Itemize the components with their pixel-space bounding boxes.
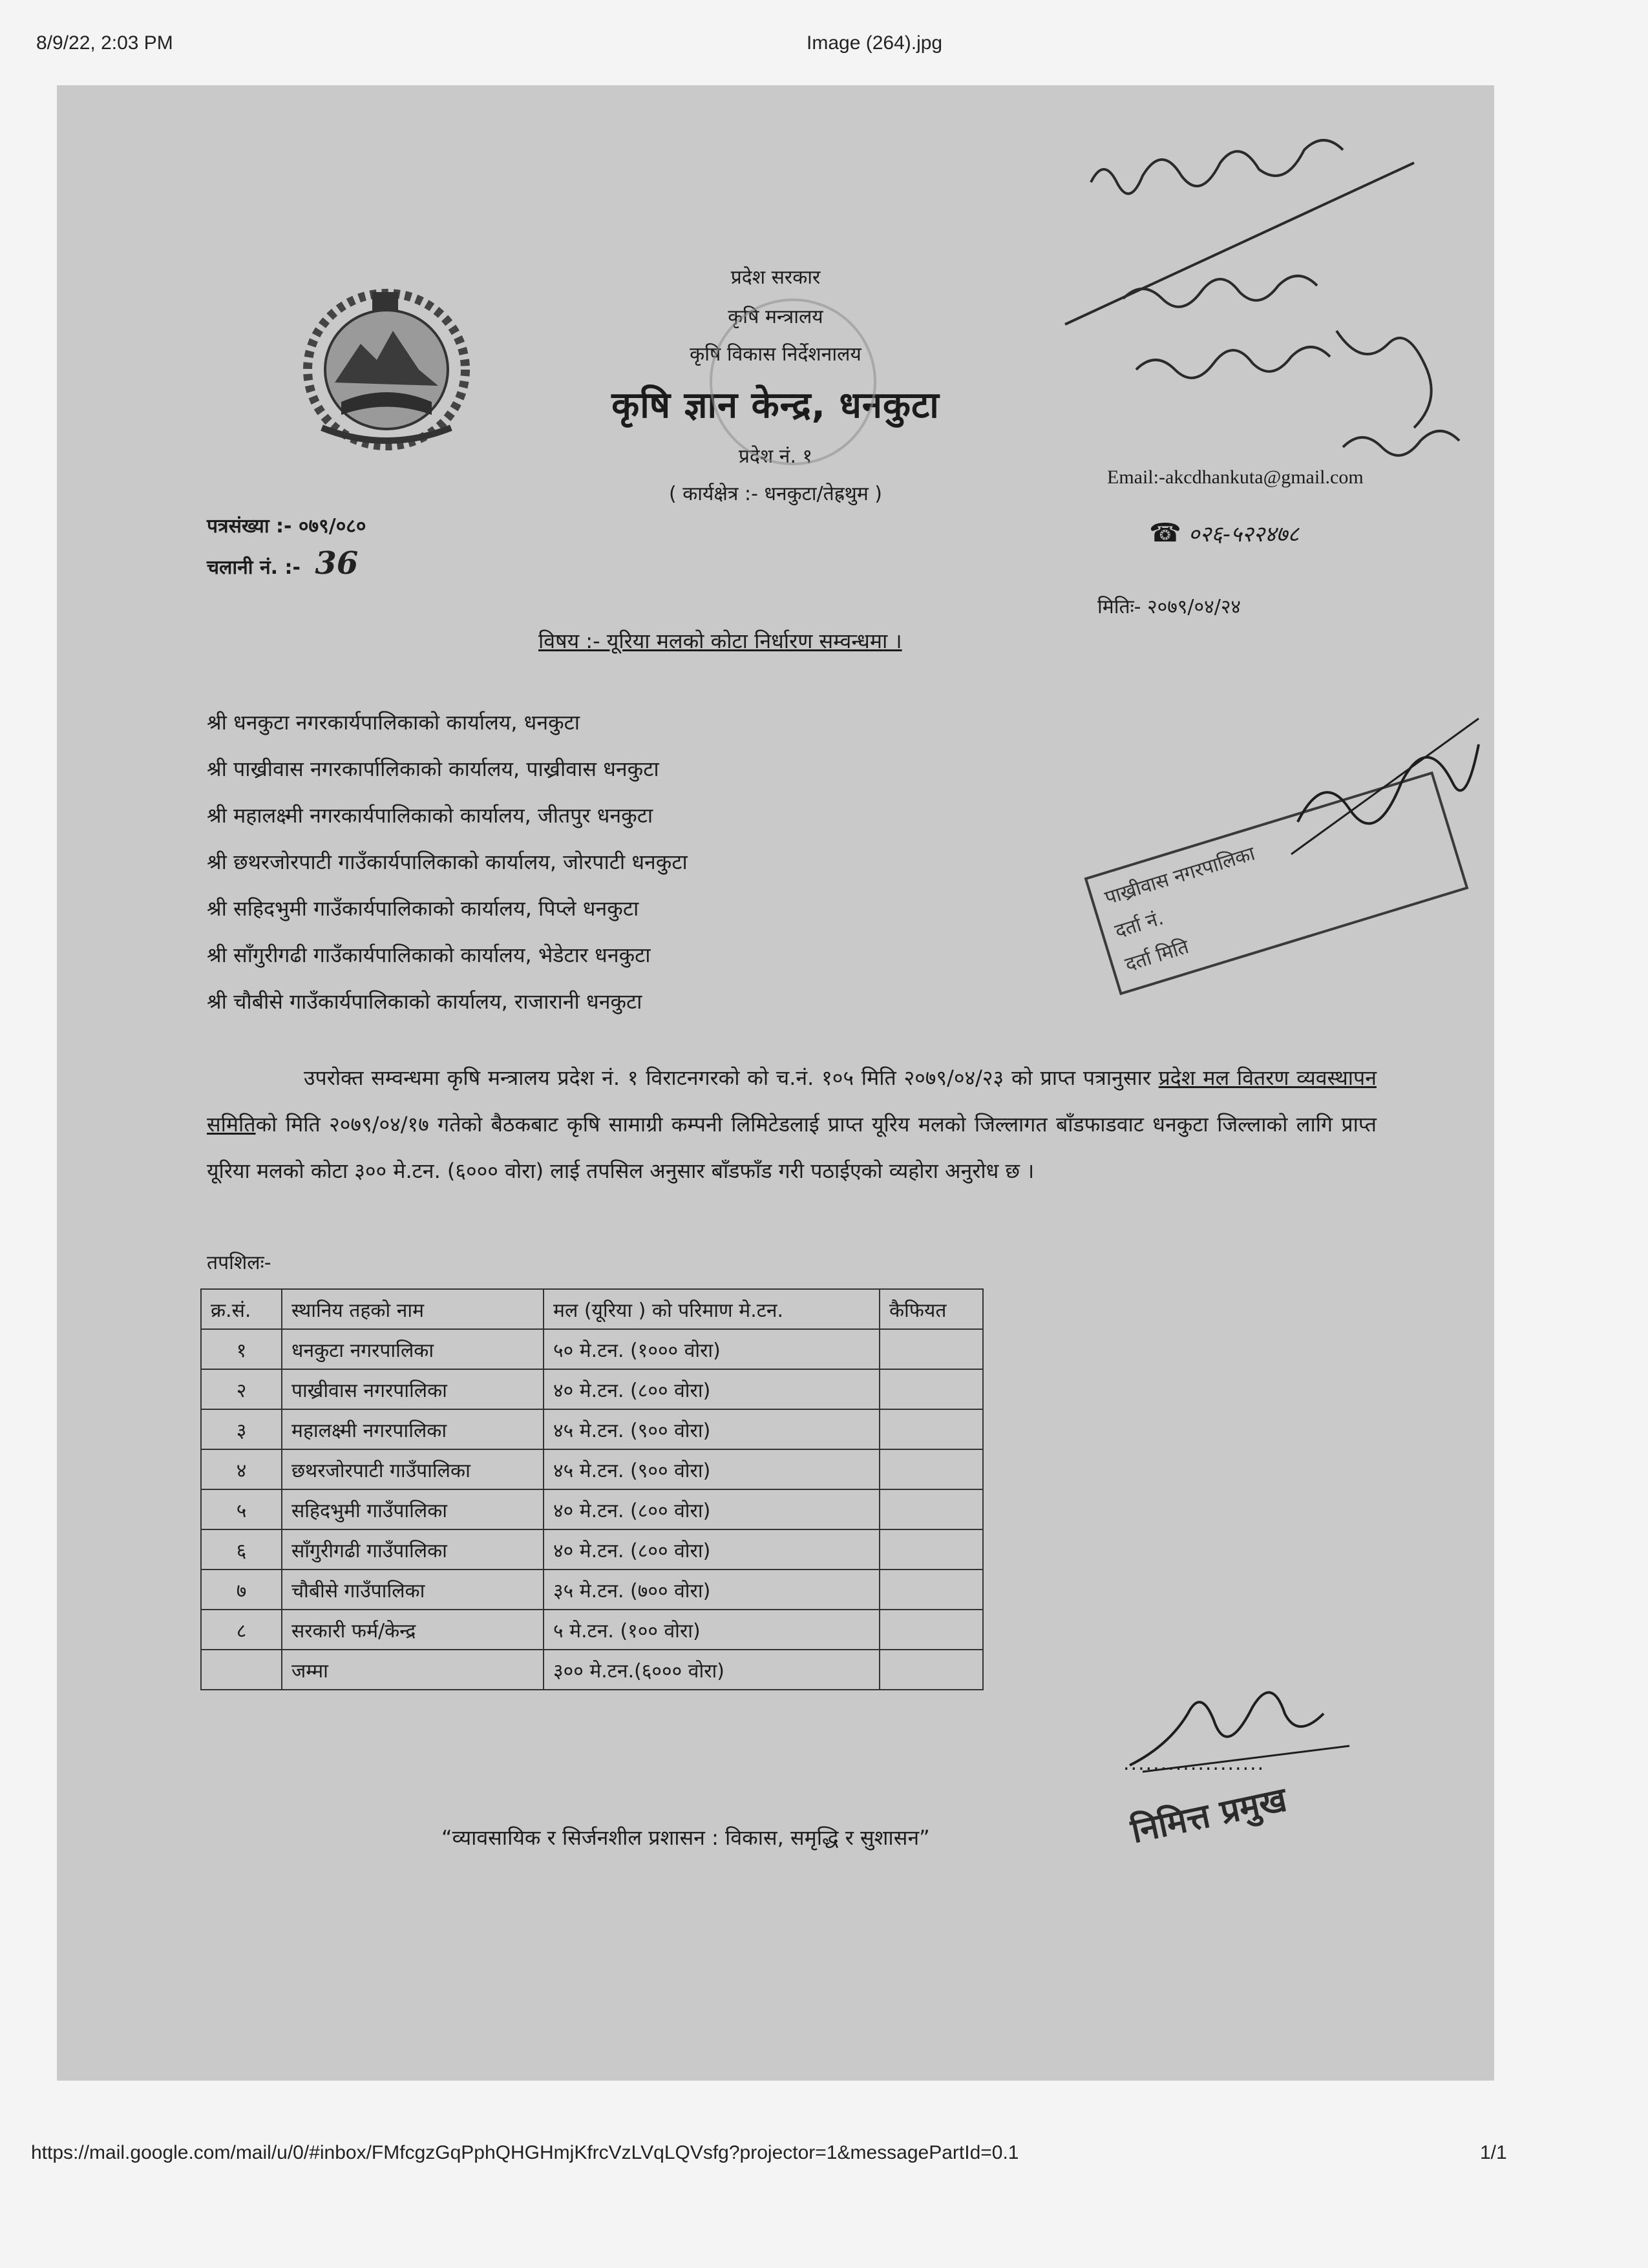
cell-sn: ८ [201, 1610, 282, 1650]
print-url: https://mail.google.com/mail/u/0/#inbox/FMfcgzGqPphQHGHmjKfrcVzLVqLQVsfg?projector=1&messagePartId=0.1 [31, 2142, 1019, 2163]
email: Email:-akcdhankuta@gmail.com [1107, 467, 1364, 488]
recipient-item: श्री छथरजोरपाटी गाउँकार्यपालिकाको कार्यालय, जोरपाटी धनकुटा [207, 850, 688, 874]
motto: “व्यावसायिक र सिर्जनशील प्रशासन : विकास, समृद्धि र सुशासन” [441, 1825, 930, 1850]
cell-quantity: ५ मे.टन. (१०० वोरा) [544, 1610, 880, 1650]
scanned-letter [57, 85, 1494, 2081]
cell-sn: २ [201, 1369, 282, 1409]
cell-remarks [880, 1489, 983, 1529]
cell-name: जम्मा [282, 1650, 544, 1690]
header-line-3: कृषि विकास निर्देशनालय [690, 343, 861, 366]
table-row [201, 1329, 983, 1369]
cell-remarks [880, 1449, 983, 1489]
subject-line: विषय :- यूरिया मलको कोटा निर्धारण सम्वन्धमा । [538, 629, 902, 653]
dispatch-number-row [207, 545, 358, 582]
signature-dots: ................... [1123, 1752, 1265, 1775]
receipt-stamp-reg-no: दर्ता नं. [1112, 907, 1167, 943]
cell-quantity: ४५ मे.टन. (९०० वोरा) [544, 1449, 880, 1489]
dispatch-label: चलानी नं. :- [207, 556, 301, 579]
print-filename: Image (264).jpg [807, 32, 943, 54]
stamp-signature [1285, 693, 1492, 887]
cell-name: धनकुटा नगरपालिका [282, 1329, 544, 1369]
header-sn: क्र.सं. [201, 1289, 282, 1329]
cell-quantity: ३५ मे.टन. (७०० वोरा) [544, 1570, 880, 1610]
officiating-head-stamp: निमित्त प्रमुख [1127, 1780, 1291, 1851]
cell-quantity: ४० मे.टन. (८०० वोरा) [544, 1489, 880, 1529]
cell-quantity: ५० मे.टन. (१००० वोरा) [544, 1329, 880, 1369]
cell-name: चौबीसे गाउँपालिका [282, 1570, 544, 1610]
cell-quantity: ४५ मे.टन. (९०० वोरा) [544, 1409, 880, 1449]
cell-sn [201, 1650, 282, 1690]
table-total-row [201, 1650, 983, 1690]
table-row [201, 1489, 983, 1529]
recipient-item: श्री सहिदभुमी गाउँकार्यपालिकाको कार्यालय, पिप्ले धनकुटा [207, 896, 639, 921]
body-paragraph [207, 1055, 1377, 1194]
cell-name: सहिदभुमी गाउँपालिका [282, 1489, 544, 1529]
cell-remarks [880, 1570, 983, 1610]
recipient-item: श्री धनकुटा नगरकार्यपालिकाको कार्यालय, धनकुटा [207, 710, 580, 735]
cell-name: सरकारी फर्म/केन्द्र [282, 1610, 544, 1650]
handwritten-note [1052, 85, 1492, 499]
body-text-a: उपरोक्त सम्वन्धमा कृषि मन्त्रालय प्रदेश नं. १ विराटनगरको को च.नं. १०५ मिति २०७९/०४/२३ को प्राप्त पत्रानुसार [304, 1066, 1159, 1090]
print-datetime: 8/9/22, 2:03 PM [36, 32, 173, 54]
table-row [201, 1610, 983, 1650]
body-committee: प्रदेश मल वितरण व्यवस्थापन समिति [207, 1066, 1377, 1137]
cell-quantity: ४० मे.टन. (८०० वोरा) [544, 1529, 880, 1570]
recipient-list [207, 699, 688, 1025]
cell-remarks [880, 1529, 983, 1570]
province-line: प्रदेश नं. १ [738, 445, 813, 468]
cell-name: पाख्रीवास नगरपालिका [282, 1369, 544, 1409]
telephone-icon: ☎ [1149, 518, 1181, 548]
body-text-b: को मिति २०७९/०४/१७ गतेको बैठकबाट कृषि सामाग्री कम्पनी लिमिटेडलाई प्राप्त यूरिय मलको जिल्लागत बाँडफाडवाट धनकुटा जिल्लाको लागि प्राप्त यूरिया मलको कोटा ३०० मे.टन. (६००० वोरा) लाई तपसिल अनुसार बाँडफाँड गरी पठाईएको व्यहोरा अनुरोध छ । [207, 1112, 1377, 1183]
recipient-item: श्री महालक्ष्मी नगरकार्यपालिकाको कार्यालय, जीतपुर धनकुटा [207, 803, 653, 828]
cell-quantity: ३०० मे.टन.(६००० वोरा) [544, 1650, 880, 1690]
cell-remarks [880, 1409, 983, 1449]
cell-name: महालक्ष्मी नगरपालिका [282, 1409, 544, 1449]
cell-sn: ७ [201, 1570, 282, 1610]
cell-sn: ४ [201, 1449, 282, 1489]
letter-number: पत्रसंख्या :- ०७९/०८० [207, 515, 366, 538]
recipient-item: श्री साँगुरीगढी गाउँकार्यपालिकाको कार्यालय, भेडेटार धनकुटा [207, 943, 651, 967]
receipt-stamp-reg-date: दर्ता मिति [1122, 935, 1192, 976]
phone-number: ०२६-५२२४७८ [1188, 521, 1300, 547]
dispatch-number: 36 [315, 545, 359, 582]
cell-remarks [880, 1329, 983, 1369]
table-row [201, 1369, 983, 1409]
table-row [201, 1449, 983, 1489]
cell-quantity: ४० मे.टन. (८०० वोरा) [544, 1369, 880, 1409]
header-local-level: स्थानिय तहको नाम [282, 1289, 544, 1329]
cell-remarks [880, 1369, 983, 1409]
cell-remarks [880, 1610, 983, 1650]
recipient-item: श्री चौबीसे गाउँकार्यपालिकाको कार्यालय, राजारानी धनकुटा [207, 989, 642, 1014]
cell-name: साँगुरीगढी गाउँपालिका [282, 1529, 544, 1570]
header-line-1: प्रदेश सरकार [730, 266, 821, 289]
print-page-number: 1/1 [1480, 2142, 1507, 2163]
cell-sn: १ [201, 1329, 282, 1369]
header-line-2: कृषि मन्त्रालय [728, 306, 823, 328]
table-row [201, 1409, 983, 1449]
cell-remarks [880, 1650, 983, 1690]
table-row [201, 1529, 983, 1570]
allocation-table [200, 1288, 984, 1690]
table-row [201, 1570, 983, 1610]
cell-sn: ३ [201, 1409, 282, 1449]
work-area: ( कार्यक्षेत्र :- धनकुटा/तेह्रथुम ) [668, 483, 883, 505]
cell-sn: ६ [201, 1529, 282, 1570]
cell-name: छथरजोरपाटी गाउँपालिका [282, 1449, 544, 1489]
header-quantity: मल (यूरिया ) को परिमाण मे.टन. [544, 1289, 880, 1329]
table-header-row [201, 1289, 983, 1329]
office-name: कृषि ज्ञान केन्द्र, धनकुटा [611, 384, 940, 426]
header-remarks: कैफियत [880, 1289, 983, 1329]
office-seal [710, 299, 876, 465]
recipient-item: श्री पाख्रीवास नगरकार्पालिकाको कार्यालय, पाख्रीवास धनकुटा [207, 757, 659, 781]
receipt-stamp-title: पाख्रीवास नगरपालिका [1102, 842, 1258, 910]
phone-row [1149, 518, 1299, 548]
details-label: तपशिलः- [207, 1252, 271, 1274]
cell-sn: ५ [201, 1489, 282, 1529]
letter-date: मितिः- २०७९/०४/२४ [1097, 596, 1241, 618]
